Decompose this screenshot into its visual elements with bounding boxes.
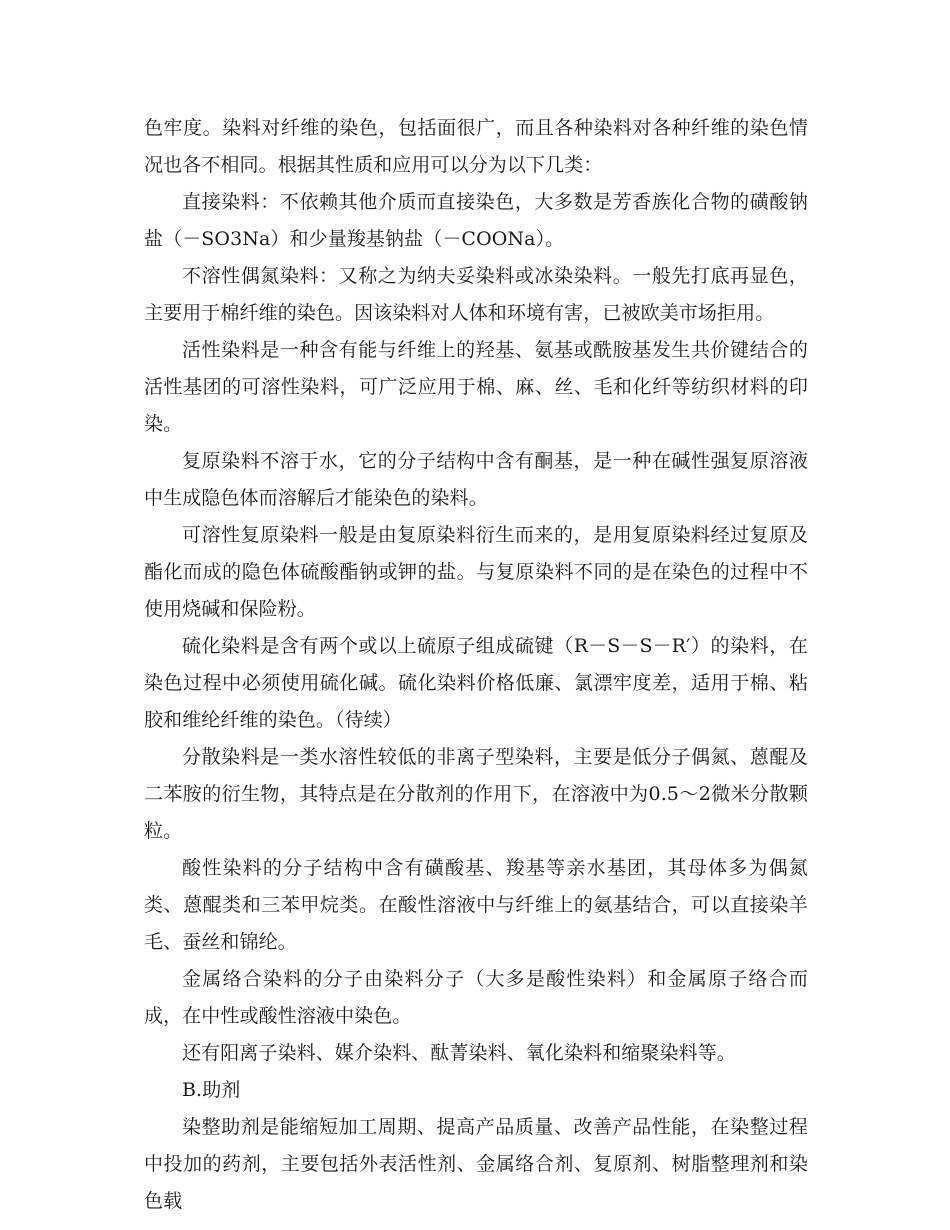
paragraph-azoic-dyes: 不溶性偶氮染料：又称之为纳夫妥染料或冰染染料。一般先打底再显色，主要用于棉纤维的染色。因该染料对人体和环境有害，已被欧美市场拒用。 xyxy=(144,265,808,324)
paragraph-disperse-dyes: 分散染料是一类水溶性较低的非离子型染料，主要是低分子偶氮、蒽醌及二苯胺的衍生物，其特点是在分散剂的作用下，在溶液中为0.5～2微米分散颗粒。 xyxy=(144,746,809,842)
paragraph-vat-dyes: 复原染料不溶于水，它的分子结构中含有酮基，是一种在碱性强复原溶液中生成隐色体而溶解后才能染色的染料。 xyxy=(144,450,808,509)
paragraph-soluble-vat-dyes: 可溶性复原染料一般是由复原染料衍生而来的，是用复原染料经过复原及酯化而成的隐色体硫酸酯钠或钾的盐。与复原染料不同的是在染色的过程中不使用烧碱和保险粉。 xyxy=(144,524,808,620)
paragraph-direct-dyes: 直接染料：不依赖其他介质而直接染色，大多数是芳香族化合物的磺酸钠盐（－SO3Na）和少量羧基钠盐（－COONa）。 xyxy=(144,191,808,250)
paragraph-acid-dyes: 酸性染料的分子结构中含有磺酸基、羧基等亲水基团，其母体多为偶氮类、蒽醌类和三苯甲烷类。在酸性溶液中与纤维上的氨基结合，可以直接染羊毛、蚕丝和锦纶。 xyxy=(144,857,808,953)
paragraph-other-dyes: 还有阳离子染料、媒介染料、酞菁染料、氧化染料和缩聚染料等。 xyxy=(182,1042,736,1064)
document-body xyxy=(144,110,808,1220)
section-heading-auxiliaries: B.助剂 xyxy=(182,1079,241,1101)
paragraph-color-fastness: 色牢度。染料对纤维的染色，包括面很广，而且各种染料对各种纤维的染色情况也各不相同。根据其性质和应用可以分为以下几类： xyxy=(144,117,808,176)
paragraph-metal-complex-dyes: 金属络合染料的分子由染料分子（大多是酸性染料）和金属原子络合而成，在中性或酸性溶液中染色。 xyxy=(144,968,808,1027)
paragraph-sulfur-dyes: 硫化染料是含有两个或以上硫原子组成硫键（R－S－S－R′）的染料，在染色过程中必须使用硫化碱。硫化染料价格低廉、氯漂牢度差，适用于棉、粘胶和维纶纤维的染色。（待续） xyxy=(144,635,808,731)
paragraph-auxiliaries: 染整助剂是能缩短加工周期、提高产品质量、改善产品性能，在染整过程中投加的药剂，主要包括外表活性剂、金属络合剂、复原剂、树脂整理剂和染色载 xyxy=(144,1116,808,1212)
paragraph-reactive-dyes: 活性染料是一种含有能与纤维上的羟基、氨基或酰胺基发生共价键结合的活性基团的可溶性染料，可广泛应用于棉、麻、丝、毛和化纤等纺织材料的印染。 xyxy=(144,339,808,435)
